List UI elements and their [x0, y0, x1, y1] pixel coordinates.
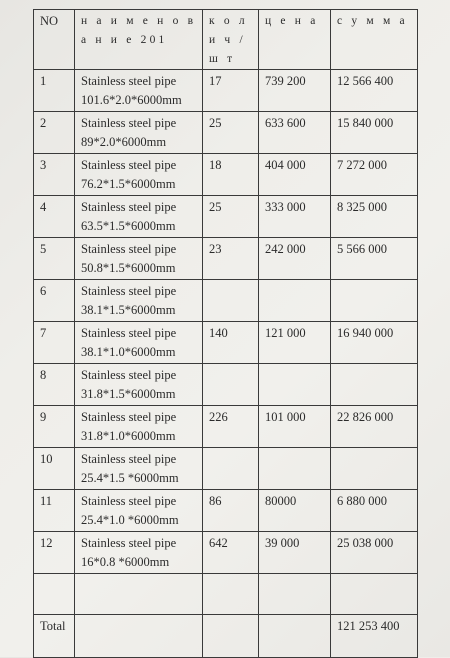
table-row	[34, 280, 418, 322]
item-name-line-2: 63.5*1.5*6000mm	[81, 219, 176, 233]
item-name-line-2: 31.8*1.5*6000mm	[81, 387, 176, 401]
empty-cell	[259, 615, 331, 658]
item-name	[75, 448, 203, 490]
row-number: 10	[34, 448, 75, 490]
item-price	[259, 364, 331, 406]
item-qty	[203, 364, 259, 406]
item-name	[75, 364, 203, 406]
table-row	[34, 532, 418, 574]
empty-cell	[331, 574, 418, 615]
table-header-row	[34, 10, 418, 70]
empty-cell	[34, 574, 75, 615]
item-sum: 6 880 000	[331, 490, 418, 532]
item-price	[259, 448, 331, 490]
item-name-line-1: Stainless steel pipe	[81, 536, 177, 550]
item-price: 39 000	[259, 532, 331, 574]
item-name-line-1: Stainless steel pipe	[81, 200, 177, 214]
item-name-line-2: 31.8*1.0*6000mm	[81, 429, 176, 443]
item-price: 633 600	[259, 112, 331, 154]
item-name-line-1: Stainless steel pipe	[81, 326, 177, 340]
item-qty: 140	[203, 322, 259, 364]
item-name-line-2: 38.1*1.0*6000mm	[81, 345, 176, 359]
total-label: Total	[34, 615, 75, 658]
item-name-line-1: Stainless steel pipe	[81, 368, 177, 382]
empty-cell	[203, 615, 259, 658]
item-sum: 7 272 000	[331, 154, 418, 196]
row-number: 5	[34, 238, 75, 280]
item-name-line-1: Stainless steel pipe	[81, 410, 177, 424]
item-name	[75, 280, 203, 322]
item-sum: 25 038 000	[331, 532, 418, 574]
item-price: 242 000	[259, 238, 331, 280]
item-name	[75, 322, 203, 364]
item-qty: 25	[203, 196, 259, 238]
item-price: 101 000	[259, 406, 331, 448]
header-qty: к о л и ч / ш т	[203, 10, 259, 70]
item-name	[75, 112, 203, 154]
total-sum: 121 253 400	[331, 615, 418, 658]
row-number: 7	[34, 322, 75, 364]
row-number: 8	[34, 364, 75, 406]
item-qty: 25	[203, 112, 259, 154]
item-qty: 226	[203, 406, 259, 448]
table-row	[34, 406, 418, 448]
item-name	[75, 196, 203, 238]
table-row	[34, 490, 418, 532]
row-number: 12	[34, 532, 75, 574]
table-row	[34, 112, 418, 154]
item-name-line-2: 25.4*1.5 *6000mm	[81, 471, 179, 485]
table-row	[34, 196, 418, 238]
item-name-line-2: 16*0.8 *6000mm	[81, 555, 170, 569]
header-sum: с у м м а	[331, 10, 418, 70]
table-row	[34, 70, 418, 112]
table-row	[34, 238, 418, 280]
price-table	[33, 9, 418, 658]
empty-cell	[203, 574, 259, 615]
header-no: NO	[34, 10, 75, 70]
row-number: 2	[34, 112, 75, 154]
table-row	[34, 322, 418, 364]
total-row	[34, 615, 418, 658]
item-name	[75, 406, 203, 448]
item-name-line-2: 89*2.0*6000mm	[81, 135, 167, 149]
item-price	[259, 280, 331, 322]
header-name: н а и м е н о в а н и е 201	[75, 10, 203, 70]
item-price: 739 200	[259, 70, 331, 112]
row-number: 9	[34, 406, 75, 448]
item-sum: 22 826 000	[331, 406, 418, 448]
item-sum	[331, 448, 418, 490]
item-sum: 8 325 000	[331, 196, 418, 238]
item-sum: 5 566 000	[331, 238, 418, 280]
empty-cell	[259, 574, 331, 615]
item-qty: 17	[203, 70, 259, 112]
item-qty: 642	[203, 532, 259, 574]
item-name-line-2: 76.2*1.5*6000mm	[81, 177, 176, 191]
item-name-line-1: Stainless steel pipe	[81, 158, 177, 172]
item-qty: 18	[203, 154, 259, 196]
item-name-line-1: Stainless steel pipe	[81, 242, 177, 256]
item-name-line-2: 25.4*1.0 *6000mm	[81, 513, 179, 527]
row-number: 11	[34, 490, 75, 532]
item-name	[75, 238, 203, 280]
item-price: 404 000	[259, 154, 331, 196]
item-qty	[203, 280, 259, 322]
table-row	[34, 154, 418, 196]
empty-row	[34, 574, 418, 615]
item-name-line-1: Stainless steel pipe	[81, 494, 177, 508]
row-number: 4	[34, 196, 75, 238]
item-sum: 15 840 000	[331, 112, 418, 154]
header-price: ц е н а	[259, 10, 331, 70]
item-name-line-1: Stainless steel pipe	[81, 284, 177, 298]
item-name-line-2: 50.8*1.5*6000mm	[81, 261, 176, 275]
item-name	[75, 154, 203, 196]
table-row	[34, 364, 418, 406]
table-row	[34, 448, 418, 490]
item-name	[75, 532, 203, 574]
empty-cell	[75, 574, 203, 615]
row-number: 3	[34, 154, 75, 196]
item-sum: 16 940 000	[331, 322, 418, 364]
empty-cell	[75, 615, 203, 658]
row-number: 1	[34, 70, 75, 112]
item-name-line-1: Stainless steel pipe	[81, 74, 177, 88]
item-qty: 86	[203, 490, 259, 532]
item-price: 333 000	[259, 196, 331, 238]
row-number: 6	[34, 280, 75, 322]
item-sum	[331, 280, 418, 322]
item-sum	[331, 364, 418, 406]
item-name-line-1: Stainless steel pipe	[81, 452, 177, 466]
item-sum: 12 566 400	[331, 70, 418, 112]
item-name	[75, 70, 203, 112]
item-name	[75, 490, 203, 532]
item-name-line-2: 101.6*2.0*6000mm	[81, 93, 182, 107]
item-price: 80000	[259, 490, 331, 532]
item-name-line-1: Stainless steel pipe	[81, 116, 177, 130]
item-qty: 23	[203, 238, 259, 280]
item-qty	[203, 448, 259, 490]
item-price: 121 000	[259, 322, 331, 364]
item-name-line-2: 38.1*1.5*6000mm	[81, 303, 176, 317]
